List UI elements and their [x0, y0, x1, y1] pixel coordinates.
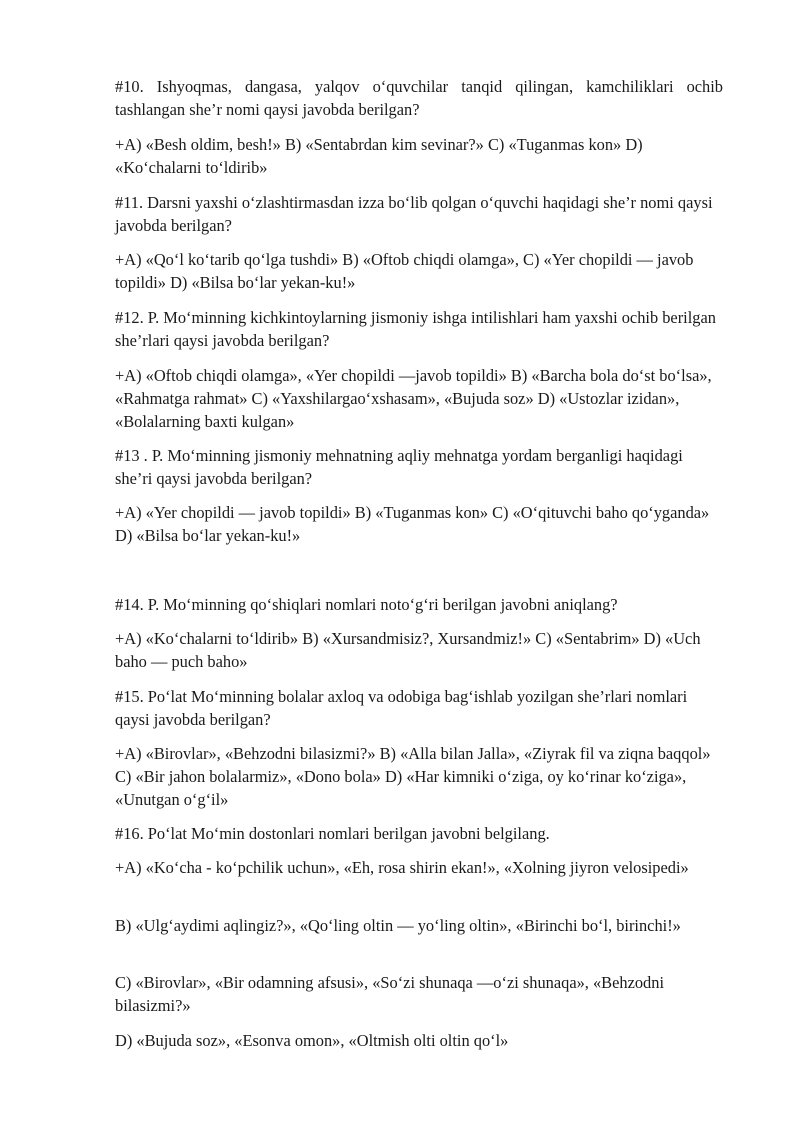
answer-16-d: D) «Bujuda soz», «Esonva omon», «Oltmish olti oltin qo‘l»	[115, 1031, 509, 1050]
answer-11: +A) «Qo‘l ko‘tarib qo‘lga tushdi» B) «Oftob chiqdi olamga», C) «Yer chopildi — javob topildi» D) «Bilsa bo‘lar yekan-ku!»	[115, 250, 694, 292]
answer-14: +A) «Ko‘chalarni to‘ldirib» B) «Xursandmisiz?, Xursandmiz!» C) «Sentabrim» D) «Uch baho — puch baho»	[115, 629, 701, 671]
answer-10: +A) «Besh oldim, besh!» B) «Sentabrdan kim sevinar?» C) «Tuganmas kon» D) «Ko‘chalarni to‘ldirib»	[115, 135, 643, 177]
answer-16-a: +A) «Ko‘cha - ko‘pchilik uchun», «Eh, rosa shirin ekan!», «Xolning jiyron velosipedi»	[115, 858, 689, 877]
answer-13: +A) «Yer chopildi — javob topildi» B) «Tuganmas kon» C) «O‘qituvchi baho qo‘yganda» D) «Bilsa bo‘lar yekan-ku!»	[115, 503, 710, 545]
answer-16-b: B) «Ulg‘aydimi aqlingiz?», «Qo‘ling oltin — yo‘ling oltin», «Birinchi bo‘l, birinchi!»	[115, 916, 681, 935]
question-10: #10. Ishyoqmas, dangasa, yalqov o‘quvchilar tanqid qilingan, kamchiliklari ochib tashlangan she’r nomi qaysi javobda berilgan?	[115, 77, 723, 119]
question-14: #14. P. Mo‘minning qo‘shiqlari nomlari noto‘g‘ri berilgan javobni aniqlang?	[115, 595, 618, 614]
question-15: #15. Po‘lat Mo‘minning bolalar axloq va odobiga bag‘ishlab yozilgan she’rlari nomlari qaysi javobda berilgan?	[115, 687, 688, 729]
answer-16-c: C) «Birovlar», «Bir odamning afsusi», «So‘zi shunaqa —o‘zi shunaqa», «Behzodni bilasizmi?»	[115, 973, 664, 1015]
question-12: #12. P. Mo‘minning kichkintoylarning jismoniy ishga intilishlari ham yaxshi ochib berilgan she’rlari qaysi javobda berilgan?	[115, 308, 716, 350]
answer-15: +A) «Birovlar», «Behzodni bilasizmi?» B) «Alla bilan Jalla», «Ziyrak fil va ziqna baqqol» C) «Bir jahon bolalarmiz», «Dono bola» D) «Har kimniki o‘ziga, oy ko‘rinar ko‘ziga», «Unutgan o‘g‘il»	[115, 744, 711, 809]
question-11: #11. Darsni yaxshi o‘zlashtirmasdan izza bo‘lib qolgan o‘quvchi haqidagi she’r nomi qaysi javobda berilgan?	[115, 193, 713, 235]
question-13: #13 . P. Mo‘minning jismoniy mehnatning aqliy mehnatga yordam berganligi haqidagi she’ri qaysi javobda berilgan?	[115, 446, 683, 488]
answer-12: +A) «Oftob chiqdi olamga», «Yer chopildi —javob topildi» B) «Barcha bola do‘st bo‘lsa», «Rahmatga rahmat» C) «Yaxshilargao‘xshasam», «Bujuda soz» D) «Ustozlar izidan», «Bolalarning baxti kulgan»	[115, 366, 712, 431]
question-16: #16. Po‘lat Mo‘min dostonlari nomlari berilgan javobni belgilang.	[115, 824, 550, 843]
